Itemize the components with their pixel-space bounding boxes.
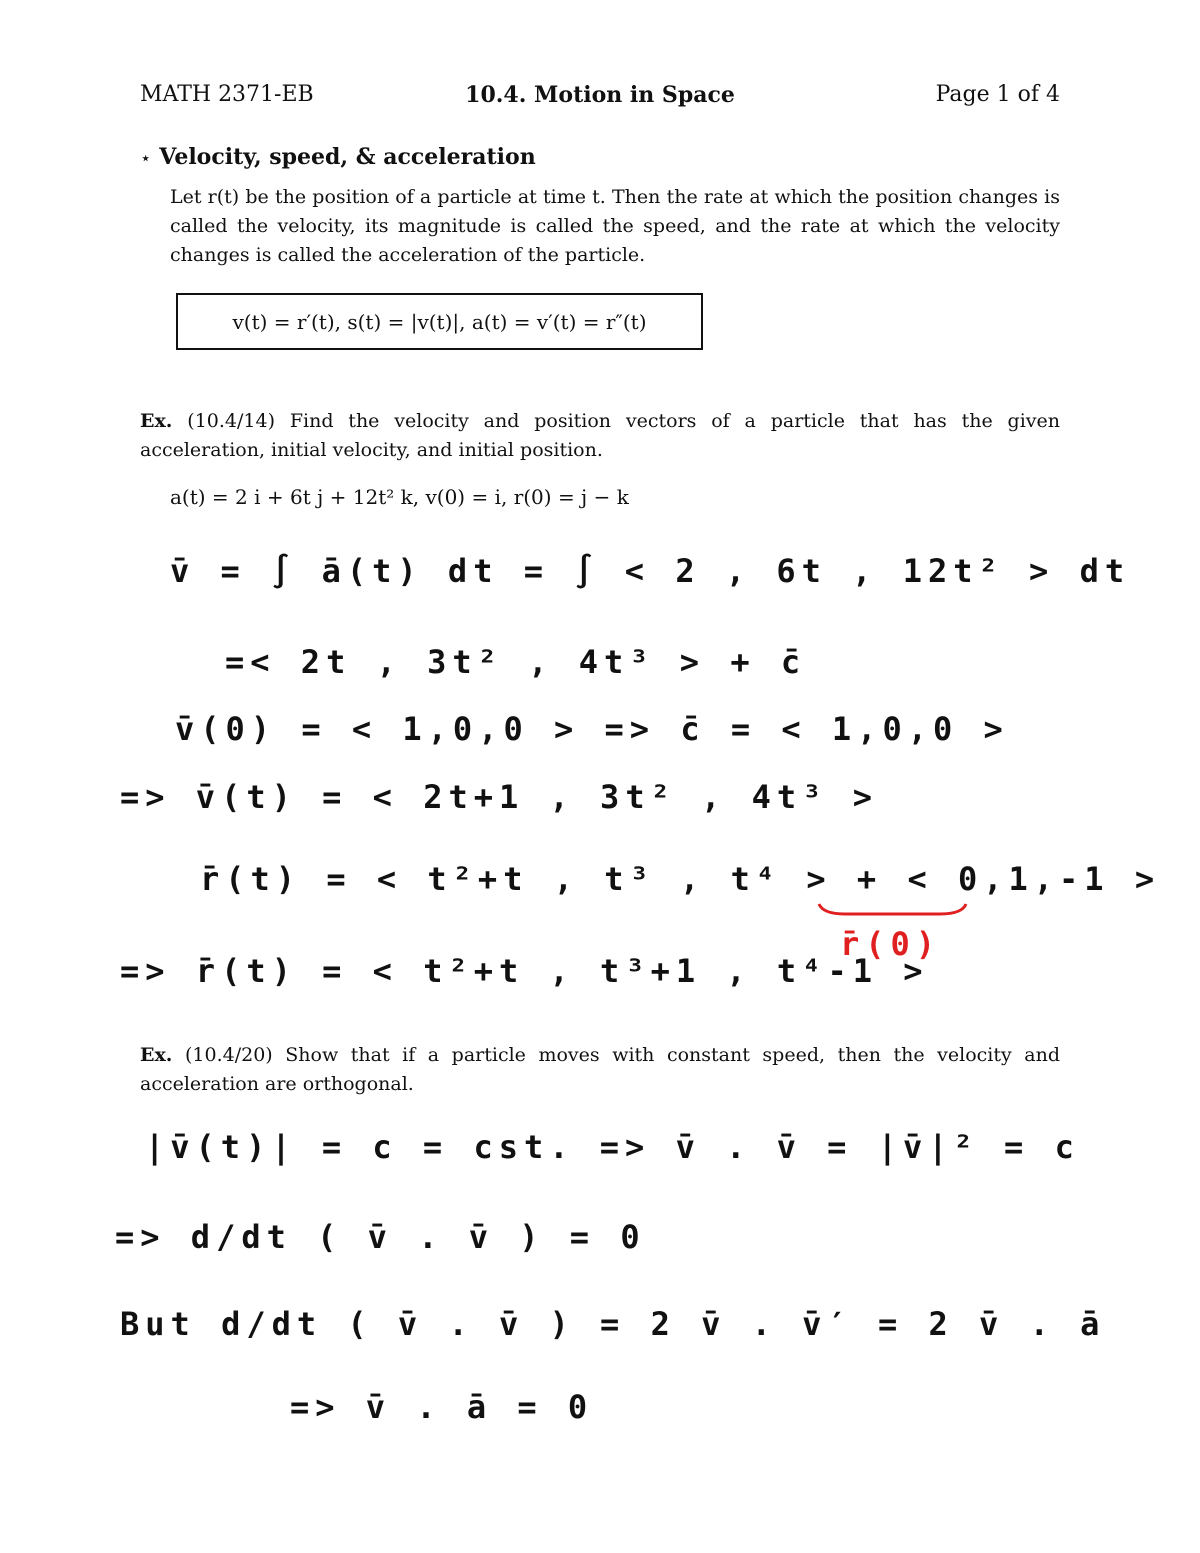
handwritten-line-2: =< 2t , 3t² , 4t³ > + c̄ — [225, 643, 807, 681]
handwritten-line-5: r̄(t) = < t²+t , t³ , t⁴ > + < 0,1,-1 > — [200, 860, 1161, 898]
formula-text: v(t) = r′(t), s(t) = |v(t)|, a(t) = v′(t) = r″(t) — [232, 309, 647, 334]
page-header — [140, 82, 1060, 112]
handwritten-annotation: r̄(0) — [840, 925, 942, 963]
example-2 — [140, 1041, 1060, 1099]
example-1 — [140, 407, 1060, 465]
formula-box — [176, 293, 703, 350]
star-icon: ⋆ — [140, 148, 152, 169]
handwritten-line-4: => v̄(t) = < 2t+1 , 3t² , 4t³ > — [120, 778, 878, 816]
example-2-text: (10.4/20) Show that if a particle moves with constant speed, then the velocity and acceleration are orthogonal. — [140, 1044, 1061, 1095]
example-label: Ex. — [140, 1044, 173, 1066]
handwritten-line-1: v̄ = ∫ ā(t) dt = ∫ < 2 , 6t , 12t² > dt — [170, 552, 1131, 590]
handwritten-line-3: v̄(0) = < 1,0,0 > => c̄ = < 1,0,0 > — [175, 710, 1009, 748]
underbrace-annotation — [815, 900, 970, 922]
given-conditions: a(t) = 2 i + 6t j + 12t² k, v(0) = i, r(0) = j − k — [170, 485, 629, 509]
example-label: Ex. — [140, 410, 173, 432]
course-code: MATH 2371-EB — [140, 82, 314, 107]
handwritten-line-6: => r̄(t) = < t²+t , t³+1 , t⁴-1 > — [120, 952, 929, 990]
handwritten-line-8: => d/dt ( v̄ . v̄ ) = 0 — [115, 1218, 646, 1256]
section-title-text: Velocity, speed, & acceleration — [159, 144, 536, 170]
page-number: Page 1 of 4 — [935, 82, 1060, 107]
handwritten-line-7: |v̄(t)| = c = cst. => v̄ . v̄ = |v̄|² = c — [145, 1128, 1080, 1166]
handwritten-line-9: But d/dt ( v̄ . v̄ ) = 2 v̄ . v̄′ = 2 v̄ . ā — [120, 1305, 1106, 1343]
page-title: 10.4. Motion in Space — [465, 82, 735, 108]
example-1-text: (10.4/14) Find the velocity and position vectors of a particle that has the given acceleration, initial velocity, and initial position. — [140, 410, 1060, 461]
intro-paragraph: Let r(t) be the position of a particle at time t. Then the rate at which the position changes is called the velocity, its magnitude is called the speed, and the rate at which the velocity changes is called the acceleration of the particle. — [170, 186, 1060, 266]
section-heading — [140, 144, 536, 170]
handwritten-line-10: => v̄ . ā = 0 — [290, 1388, 594, 1426]
